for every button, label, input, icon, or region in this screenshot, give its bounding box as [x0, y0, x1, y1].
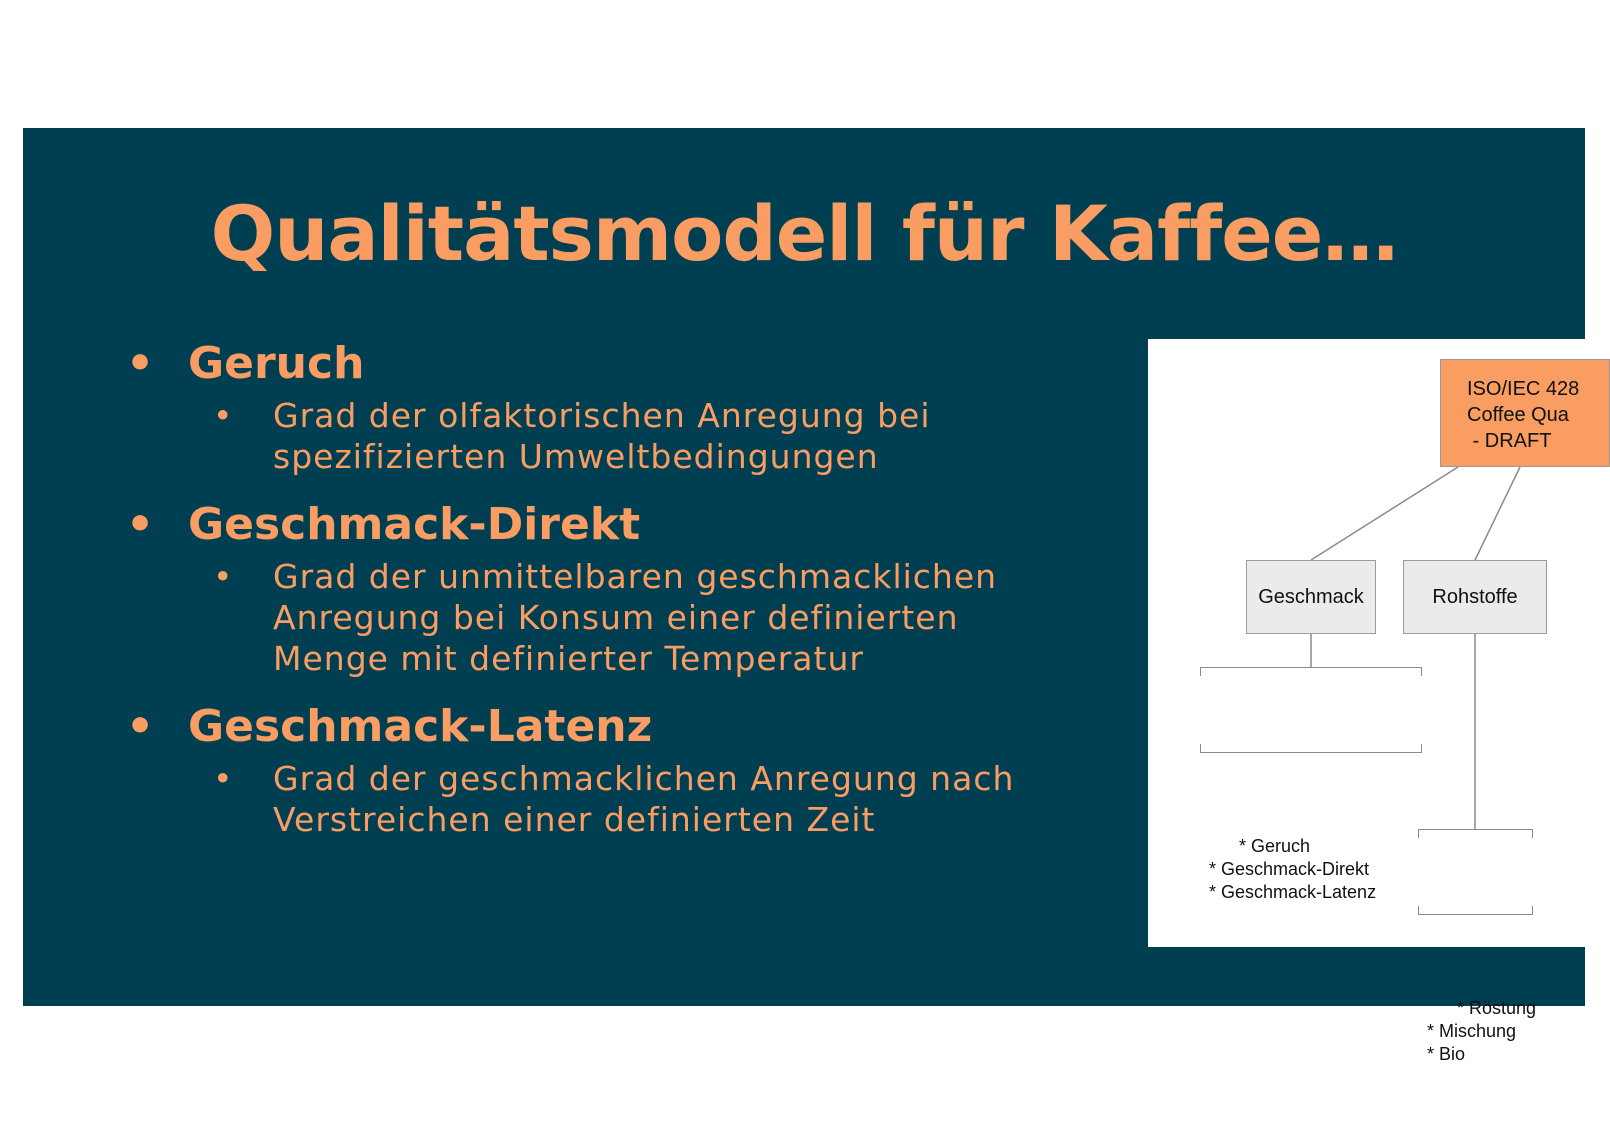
geschmack-node: Geschmack	[1246, 560, 1376, 634]
bracket-edge	[1200, 667, 1201, 676]
bullet-heading: Geruch	[188, 338, 365, 389]
connector-root-rohstoffe	[1475, 467, 1520, 560]
bullet-item	[108, 497, 1108, 679]
bracket-top	[1200, 667, 1422, 677]
sub-bullet	[188, 556, 1108, 679]
bullet-dot: •	[126, 701, 155, 752]
sub-bullet	[188, 395, 1108, 477]
bullet-heading: Geschmack-Latenz	[188, 701, 653, 752]
sub-bullet-dot: •	[213, 759, 234, 798]
slide-title: Qualitätsmodell für Kaffee…	[210, 189, 1398, 278]
bullet-dot: •	[126, 499, 155, 550]
bullet-list	[108, 336, 1108, 860]
quality-model-diagram	[1148, 339, 1585, 1064]
bullet-item	[108, 699, 1108, 840]
bullet-dot: •	[126, 338, 155, 389]
bracket-edge	[1200, 744, 1201, 753]
bracket-edge	[1418, 829, 1419, 838]
sub-bullet-line: Grad der geschmacklichen Anregung nach	[273, 759, 1015, 798]
slide	[23, 128, 1585, 1064]
sub-bullet-dot: •	[213, 557, 234, 596]
rohstoffe-node: Rohstoffe	[1403, 560, 1547, 634]
sub-bullet-line: spezifizierten Umweltbedingungen	[273, 437, 879, 476]
bullet-item	[108, 336, 1108, 477]
rohstoffe-annotation	[1418, 829, 1537, 1064]
geschmack-annotation	[1200, 667, 1422, 902]
bracket-edge	[1532, 829, 1533, 838]
annotation-text: * Röstung * Mischung * Bio	[1427, 998, 1537, 1064]
bracket-edge	[1421, 667, 1422, 676]
root-node: ISO/IEC 428 Coffee Qua - DRAFT	[1440, 359, 1610, 467]
bracket-edge	[1532, 906, 1533, 915]
sub-bullet-line: Grad der unmittelbaren geschmacklichen	[273, 557, 998, 596]
connector-root-geschmack	[1311, 467, 1458, 560]
bracket-top	[1418, 829, 1533, 839]
annotation-text: * Geruch * Geschmack-Direkt * Geschmack-Latenz	[1209, 836, 1377, 902]
bullet-heading: Geschmack-Direkt	[188, 499, 641, 550]
sub-bullet	[188, 758, 1108, 840]
sub-bullet-line: Anregung bei Konsum einer definierten	[273, 598, 959, 637]
sub-bullet-dot: •	[213, 396, 234, 435]
bracket-bottom	[1418, 905, 1533, 915]
sub-bullet-line: Verstreichen einer definierten Zeit	[273, 800, 876, 839]
sub-bullet-line: Grad der olfaktorischen Anregung bei	[273, 396, 931, 435]
bracket-bottom	[1200, 743, 1422, 753]
bracket-edge	[1418, 906, 1419, 915]
bracket-edge	[1421, 744, 1422, 753]
sub-bullet-line: Menge mit definierter Temperatur	[273, 639, 864, 678]
